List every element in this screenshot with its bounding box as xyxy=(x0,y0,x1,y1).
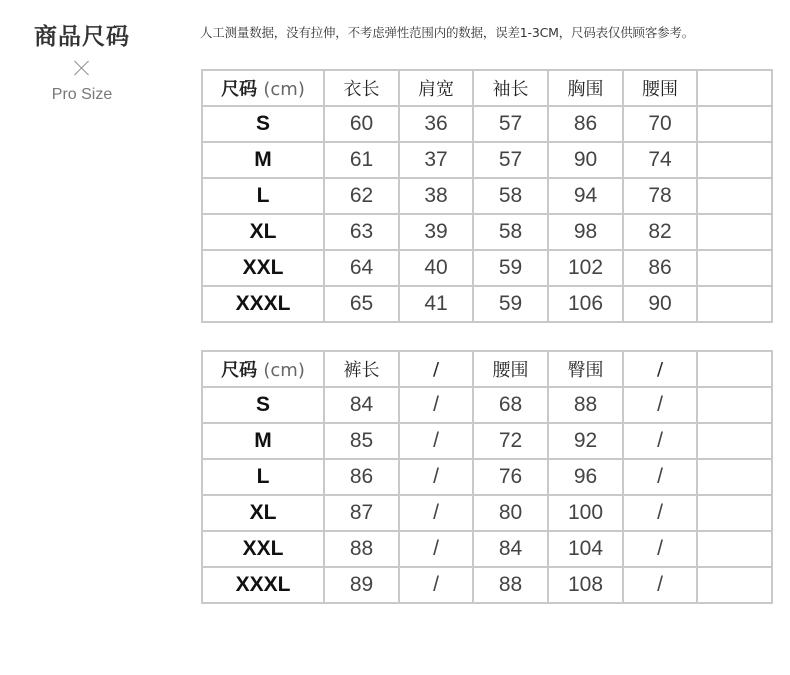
page-subtitle: Pro Size xyxy=(51,86,113,103)
header-cell: 臀围 xyxy=(548,351,623,387)
page-title: 商品尺码 xyxy=(34,24,130,50)
measurement-cell: 94 xyxy=(548,178,623,214)
measurement-cell xyxy=(697,214,772,250)
table-row xyxy=(202,531,772,567)
size-label-cell: M xyxy=(202,423,324,459)
table-row xyxy=(202,459,772,495)
measurement-cell: 84 xyxy=(324,387,399,423)
header-cell: 腰围 xyxy=(623,70,697,106)
measurement-cell: 57 xyxy=(473,142,548,178)
measurement-cell: 92 xyxy=(548,423,623,459)
table-row xyxy=(202,106,772,142)
measurement-cell: 87 xyxy=(324,495,399,531)
measurement-cell xyxy=(697,387,772,423)
table-row xyxy=(202,423,772,459)
measurement-cell: 37 xyxy=(399,142,473,178)
measurement-cell: 58 xyxy=(473,214,548,250)
size-label-cell: XXXL xyxy=(202,567,324,603)
table-row xyxy=(202,495,772,531)
size-label-cell: S xyxy=(202,387,324,423)
measurement-cell xyxy=(697,286,772,322)
table-header-row xyxy=(202,70,772,106)
bottoms-size-table xyxy=(201,350,773,604)
measurement-note: 人工测量数据，没有拉伸，不考虑弹性范围内的数据，误差1-3CM，尺码表仅供顾客参考。 xyxy=(200,25,695,40)
header-cell: 衣长 xyxy=(324,70,399,106)
measurement-cell: 58 xyxy=(473,178,548,214)
measurement-cell: 82 xyxy=(623,214,697,250)
size-label-cell: L xyxy=(202,459,324,495)
measurement-cell: 41 xyxy=(399,286,473,322)
measurement-cell: 68 xyxy=(473,387,548,423)
measurement-cell: 90 xyxy=(548,142,623,178)
measurement-cell: 88 xyxy=(324,531,399,567)
measurement-cell: / xyxy=(623,495,697,531)
measurement-cell: / xyxy=(623,459,697,495)
measurement-cell: 38 xyxy=(399,178,473,214)
measurement-cell: 36 xyxy=(399,106,473,142)
measurement-cell: 88 xyxy=(473,567,548,603)
header-label: 尺码 xyxy=(221,360,258,381)
header-cell: / xyxy=(399,351,473,387)
measurement-cell: 88 xyxy=(548,387,623,423)
table-row xyxy=(202,250,772,286)
measurement-cell xyxy=(697,178,772,214)
close-icon xyxy=(74,60,90,76)
measurement-cell: 72 xyxy=(473,423,548,459)
header-cell: 胸围 xyxy=(548,70,623,106)
measurement-cell: / xyxy=(399,387,473,423)
measurement-cell: 86 xyxy=(324,459,399,495)
measurement-cell: 59 xyxy=(473,250,548,286)
measurement-cell: / xyxy=(623,387,697,423)
measurement-cell: 74 xyxy=(623,142,697,178)
measurement-cell: 39 xyxy=(399,214,473,250)
size-label-cell: XXL xyxy=(202,531,324,567)
measurement-cell: / xyxy=(399,459,473,495)
measurement-cell xyxy=(697,142,772,178)
measurement-cell: 84 xyxy=(473,531,548,567)
measurement-cell: 61 xyxy=(324,142,399,178)
measurement-cell: 86 xyxy=(623,250,697,286)
measurement-cell: 76 xyxy=(473,459,548,495)
header-cell-size xyxy=(202,351,324,387)
measurement-cell: 64 xyxy=(324,250,399,286)
measurement-cell: 86 xyxy=(548,106,623,142)
size-label-cell: M xyxy=(202,142,324,178)
measurement-cell xyxy=(697,423,772,459)
header-cell xyxy=(697,351,772,387)
table-row xyxy=(202,214,772,250)
measurement-cell xyxy=(697,250,772,286)
measurement-cell xyxy=(697,459,772,495)
size-label-cell: XL xyxy=(202,214,324,250)
size-label-cell: L xyxy=(202,178,324,214)
measurement-cell: / xyxy=(399,495,473,531)
size-label-cell: XXL xyxy=(202,250,324,286)
size-label-cell: XL xyxy=(202,495,324,531)
header-cell xyxy=(697,70,772,106)
table-row xyxy=(202,178,772,214)
header-cell: 袖长 xyxy=(473,70,548,106)
measurement-cell: 98 xyxy=(548,214,623,250)
header-label: 尺码 xyxy=(221,79,258,100)
header-cell-size xyxy=(202,70,324,106)
tops-size-table xyxy=(201,69,773,323)
table-row xyxy=(202,387,772,423)
measurement-cell: 65 xyxy=(324,286,399,322)
table-row xyxy=(202,567,772,603)
measurement-cell: 89 xyxy=(324,567,399,603)
measurement-cell: / xyxy=(623,531,697,567)
measurement-cell: 90 xyxy=(623,286,697,322)
measurement-cell: / xyxy=(399,531,473,567)
measurement-cell: 63 xyxy=(324,214,399,250)
table-row xyxy=(202,286,772,322)
header-cell: 裤长 xyxy=(324,351,399,387)
measurement-cell: 59 xyxy=(473,286,548,322)
measurement-cell: 104 xyxy=(548,531,623,567)
measurement-cell: 108 xyxy=(548,567,623,603)
measurement-cell: 78 xyxy=(623,178,697,214)
header-cell: 肩宽 xyxy=(399,70,473,106)
header-unit: (cm) xyxy=(263,360,305,381)
measurement-cell: / xyxy=(399,423,473,459)
header-cell: / xyxy=(623,351,697,387)
measurement-cell: 80 xyxy=(473,495,548,531)
measurement-cell: / xyxy=(623,567,697,603)
measurement-cell: 100 xyxy=(548,495,623,531)
measurement-cell: 96 xyxy=(548,459,623,495)
table-row xyxy=(202,142,772,178)
measurement-cell: / xyxy=(623,423,697,459)
measurement-cell: / xyxy=(399,567,473,603)
measurement-cell: 60 xyxy=(324,106,399,142)
measurement-cell xyxy=(697,531,772,567)
measurement-cell: 62 xyxy=(324,178,399,214)
measurement-cell: 106 xyxy=(548,286,623,322)
measurement-cell: 57 xyxy=(473,106,548,142)
measurement-cell: 70 xyxy=(623,106,697,142)
header-cell: 腰围 xyxy=(473,351,548,387)
measurement-cell xyxy=(697,567,772,603)
size-label-cell: S xyxy=(202,106,324,142)
measurement-cell: 102 xyxy=(548,250,623,286)
measurement-cell: 85 xyxy=(324,423,399,459)
table-header-row xyxy=(202,351,772,387)
measurement-cell: 40 xyxy=(399,250,473,286)
measurement-cell xyxy=(697,106,772,142)
measurement-cell xyxy=(697,495,772,531)
size-label-cell: XXXL xyxy=(202,286,324,322)
header-unit: (cm) xyxy=(263,79,305,100)
